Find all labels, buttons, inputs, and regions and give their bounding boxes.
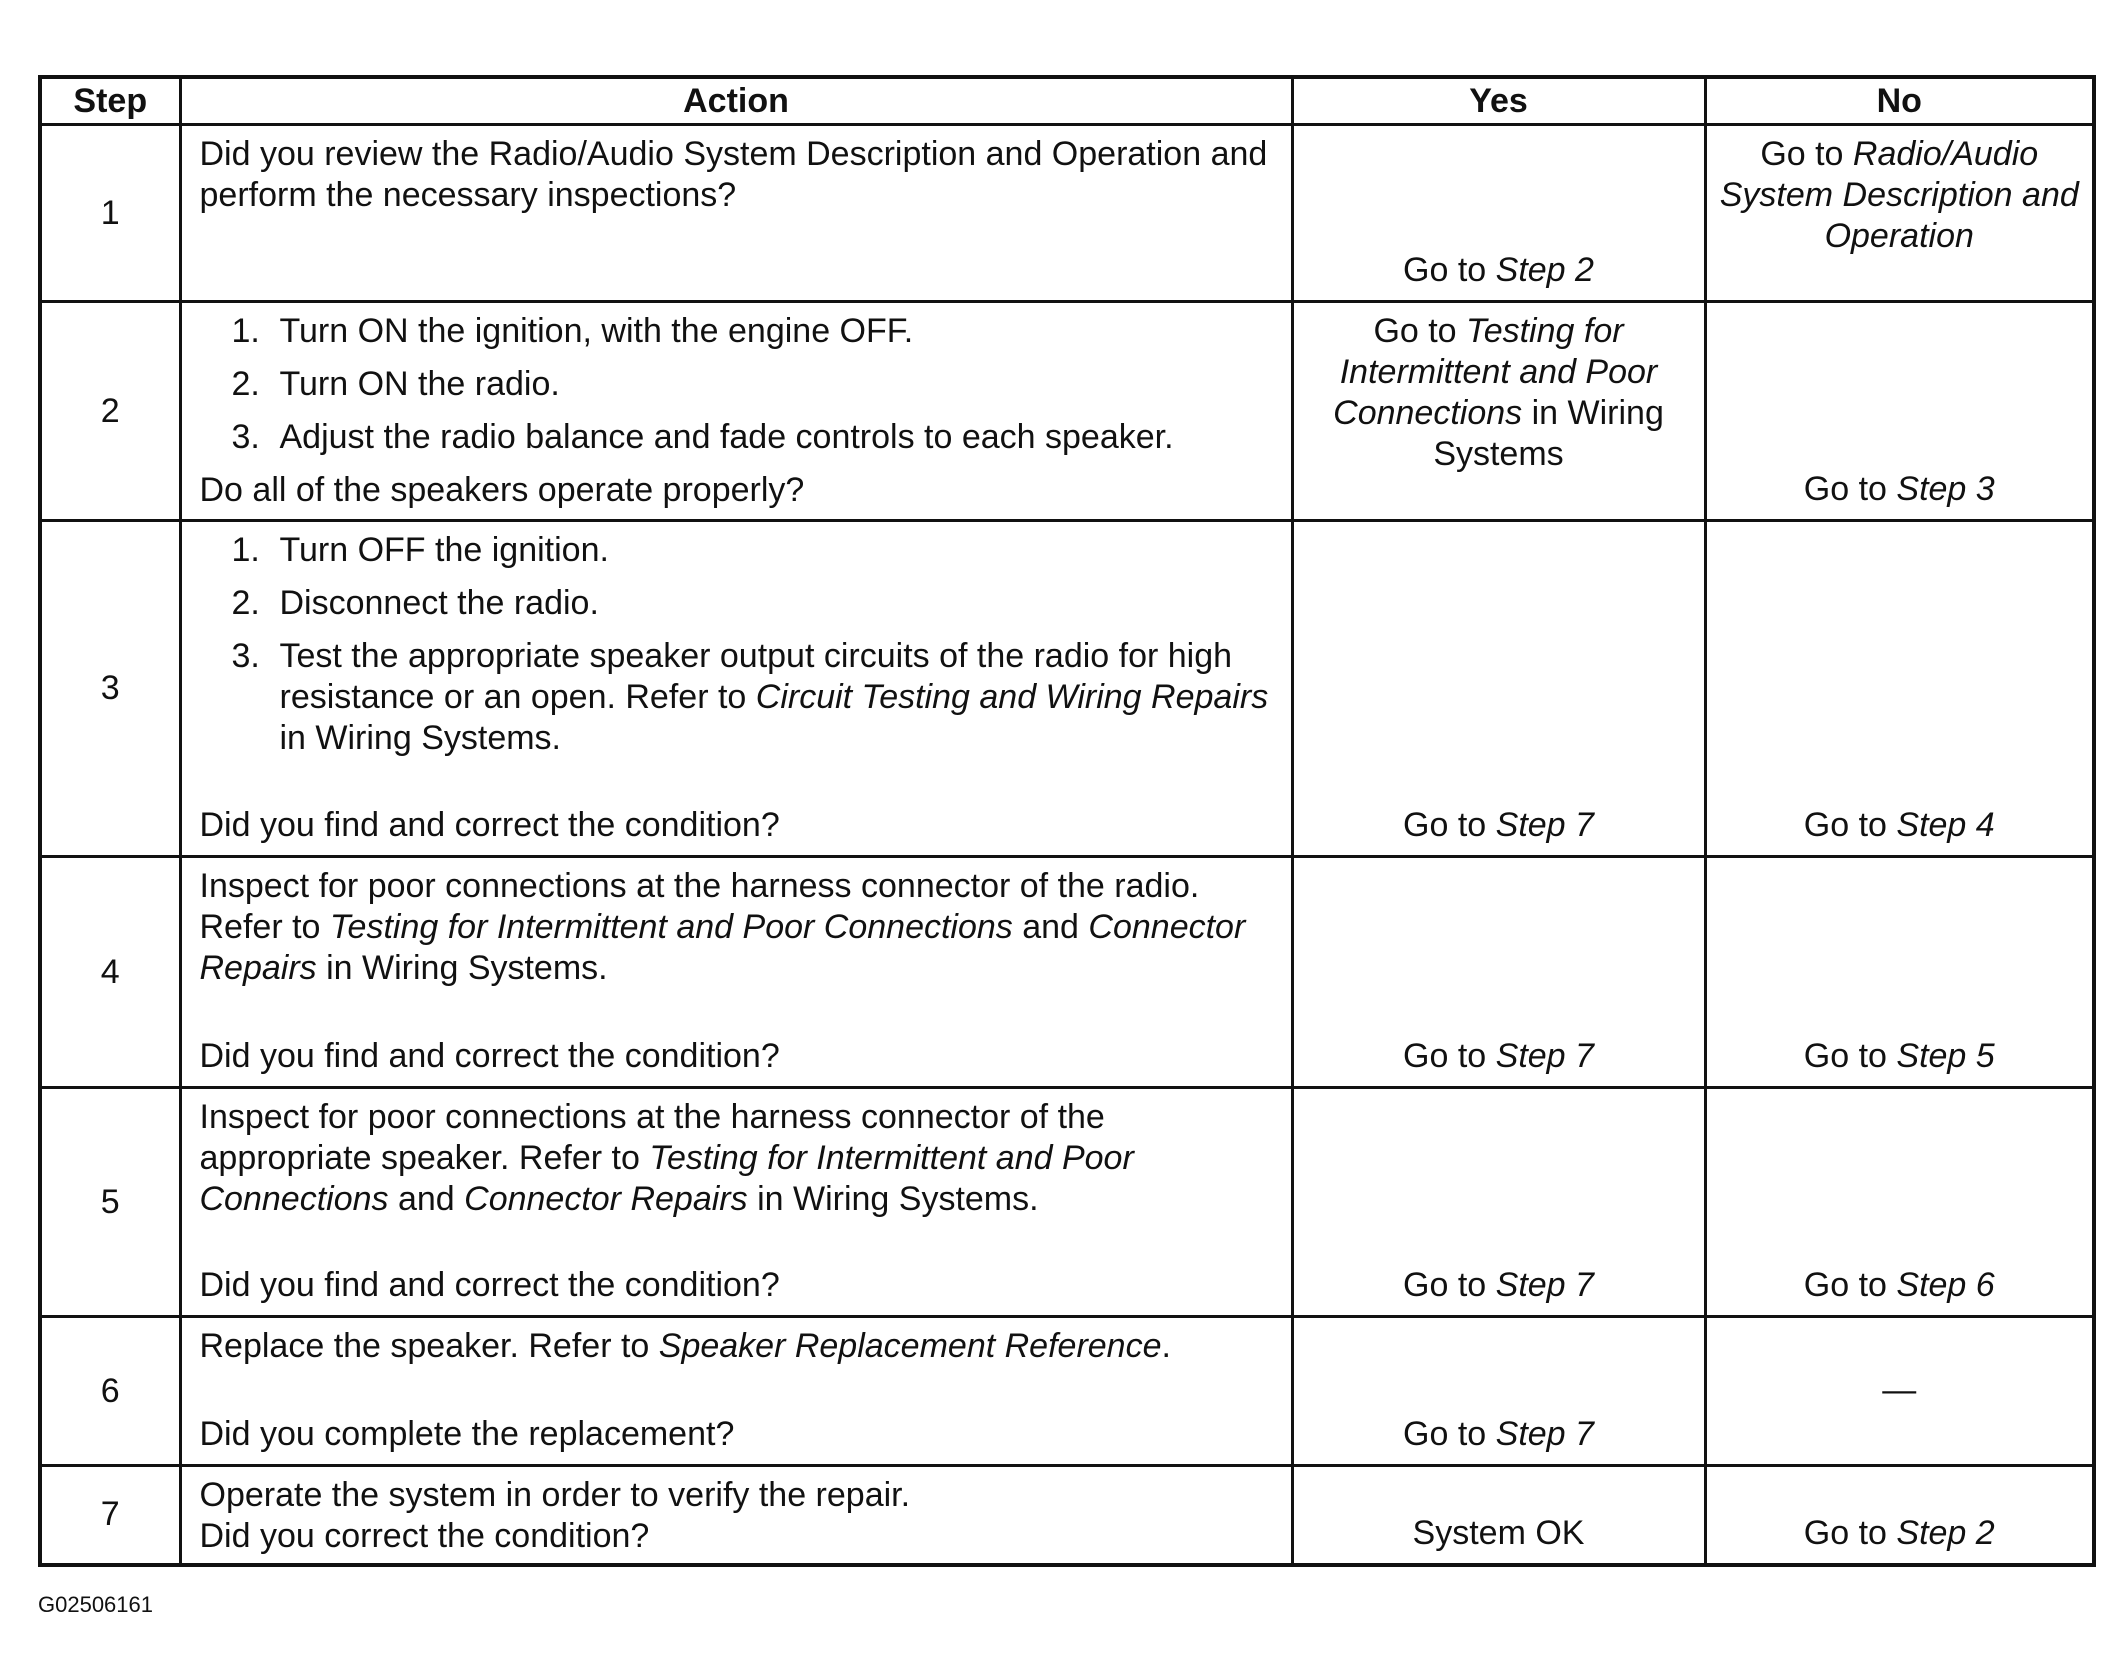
header-step: Step xyxy=(40,77,180,125)
action-text: Inspect for poor connections at the harness connector of the appropriate speaker. Refer to Testing for Intermittent and Poor Connections and Connector Repairs in Wiring Systems. xyxy=(199,1098,1134,1218)
header-action: Action xyxy=(180,77,1292,125)
action-cell xyxy=(180,521,1292,857)
no-result: Go to Step 6 xyxy=(1803,1266,1995,1304)
no-cell xyxy=(1705,857,2094,1088)
yes-result: Go to Step 7 xyxy=(1403,1415,1594,1453)
no-cell xyxy=(1705,302,2094,521)
document-reference: Circuit Testing and Wiring Repairs xyxy=(755,678,1269,716)
action-cell xyxy=(180,302,1292,521)
list-item: 2. Turn ON the radio. xyxy=(231,365,560,403)
document-reference: Testing for Intermittent and Poor Connections xyxy=(329,908,1013,946)
step-reference: Step 2 xyxy=(1896,1514,1995,1552)
action-question: Did you find and correct the condition? xyxy=(199,806,780,844)
list-item: 1. Turn ON the ignition, with the engine OFF. xyxy=(231,312,914,350)
list-item: 2. Disconnect the radio. xyxy=(231,584,599,622)
no-cell xyxy=(1705,1317,2094,1466)
yes-cell xyxy=(1292,125,1705,302)
no-result: Go to Step 5 xyxy=(1803,1037,1995,1075)
step-reference: Step 7 xyxy=(1495,1415,1594,1453)
step-number: 1 xyxy=(40,125,180,302)
header-yes: Yes xyxy=(1292,77,1705,125)
action-steps-list xyxy=(200,530,1275,771)
yes-cell xyxy=(1292,1317,1705,1466)
step-number: 6 xyxy=(40,1317,180,1466)
action-question: Did you find and correct the condition? xyxy=(199,1037,780,1075)
action-text: Inspect for poor connections at the harness connector of the radio. Refer to Testing for Intermittent and Poor Connections and Connector Repairs in Wiring Systems. xyxy=(199,867,1246,987)
figure-id: G02506161 xyxy=(38,1592,153,1617)
document-reference: Connector Repairs xyxy=(464,1180,748,1218)
table-row xyxy=(40,1088,2094,1317)
document-reference: Testing for Intermittent and Poor Connections xyxy=(1333,312,1658,432)
action-cell xyxy=(180,1317,1292,1466)
action-question: Did you complete the replacement? xyxy=(199,1415,735,1453)
document-reference: Radio/Audio System Description and Operation xyxy=(1719,135,2079,255)
header-row xyxy=(40,77,2094,125)
no-result: Go to Radio/Audio System Description and Operation xyxy=(1719,135,2079,255)
no-cell xyxy=(1705,1088,2094,1317)
table-row xyxy=(40,1466,2094,1565)
step-number: 3 xyxy=(40,521,180,857)
action-cell xyxy=(180,1088,1292,1317)
action-steps-list xyxy=(200,311,1275,470)
yes-result: Go to Step 7 xyxy=(1403,1266,1594,1304)
table-row xyxy=(40,1317,2094,1466)
action-question: Did you find and correct the condition? xyxy=(199,1266,780,1304)
list-item: 3. Test the appropriate speaker output circuits of the radio for high resistance or an open. Refer to Circuit Testing and Wiring Repairs in Wiring Systems. xyxy=(231,637,1269,757)
yes-cell xyxy=(1292,1088,1705,1317)
action-cell xyxy=(180,125,1292,302)
yes-result: Go to Step 7 xyxy=(1403,1037,1594,1075)
step-reference: Step 4 xyxy=(1896,806,1995,844)
no-result-dash: — xyxy=(1882,1371,1917,1409)
yes-cell xyxy=(1292,521,1705,857)
document-reference: Speaker Replacement Reference xyxy=(658,1327,1162,1365)
yes-result: Go to Step 2 xyxy=(1403,251,1594,289)
action-question: Did you correct the condition? xyxy=(199,1517,650,1555)
yes-cell xyxy=(1292,1466,1705,1565)
yes-cell xyxy=(1292,857,1705,1088)
step-reference: Step 6 xyxy=(1896,1266,1995,1304)
step-number: 5 xyxy=(40,1088,180,1317)
step-reference: Step 7 xyxy=(1495,1266,1594,1304)
yes-result: System OK xyxy=(1412,1514,1585,1552)
action-text: Replace the speaker. Refer to Speaker Replacement Reference. xyxy=(199,1327,1171,1365)
action-cell xyxy=(180,1466,1292,1565)
table-row xyxy=(40,857,2094,1088)
list-item: 3. Adjust the radio balance and fade controls to each speaker. xyxy=(231,418,1174,456)
no-cell xyxy=(1705,125,2094,302)
no-cell xyxy=(1705,1466,2094,1565)
document-reference: Testing for Intermittent and Poor Connections xyxy=(199,1139,1134,1218)
header-no: No xyxy=(1705,77,2094,125)
no-result: Go to Step 4 xyxy=(1803,806,1995,844)
table-row xyxy=(40,302,2094,521)
step-reference: Step 3 xyxy=(1896,470,1995,508)
table-row xyxy=(40,521,2094,857)
action-text: Operate the system in order to verify the repair. xyxy=(199,1476,911,1514)
action-text: Did you review the Radio/Audio System Description and Operation and perform the necessary inspections? xyxy=(199,135,1268,214)
step-number: 2 xyxy=(40,302,180,521)
step-number: 4 xyxy=(40,857,180,1088)
document-reference: Connector Repairs xyxy=(199,908,1246,987)
no-cell xyxy=(1705,521,2094,857)
diagnostic-table xyxy=(38,75,2096,1567)
action-cell xyxy=(180,857,1292,1088)
no-result: Go to Step 2 xyxy=(1803,1514,1995,1552)
step-reference: Step 2 xyxy=(1495,251,1594,289)
yes-cell xyxy=(1292,302,1705,521)
no-result: Go to Step 3 xyxy=(1803,470,1995,508)
step-reference: Step 7 xyxy=(1495,806,1594,844)
yes-result: Go to Testing for Intermittent and Poor Connections in Wiring Systems xyxy=(1333,312,1664,473)
diagnostic-table-frame xyxy=(38,75,2092,1567)
action-question: Do all of the speakers operate properly? xyxy=(199,471,805,509)
yes-result: Go to Step 7 xyxy=(1403,806,1594,844)
table-row xyxy=(40,125,2094,302)
list-item: 1. Turn OFF the ignition. xyxy=(231,531,609,569)
step-reference: Step 7 xyxy=(1495,1037,1594,1075)
step-reference: Step 5 xyxy=(1896,1037,1995,1075)
step-number: 7 xyxy=(40,1466,180,1565)
